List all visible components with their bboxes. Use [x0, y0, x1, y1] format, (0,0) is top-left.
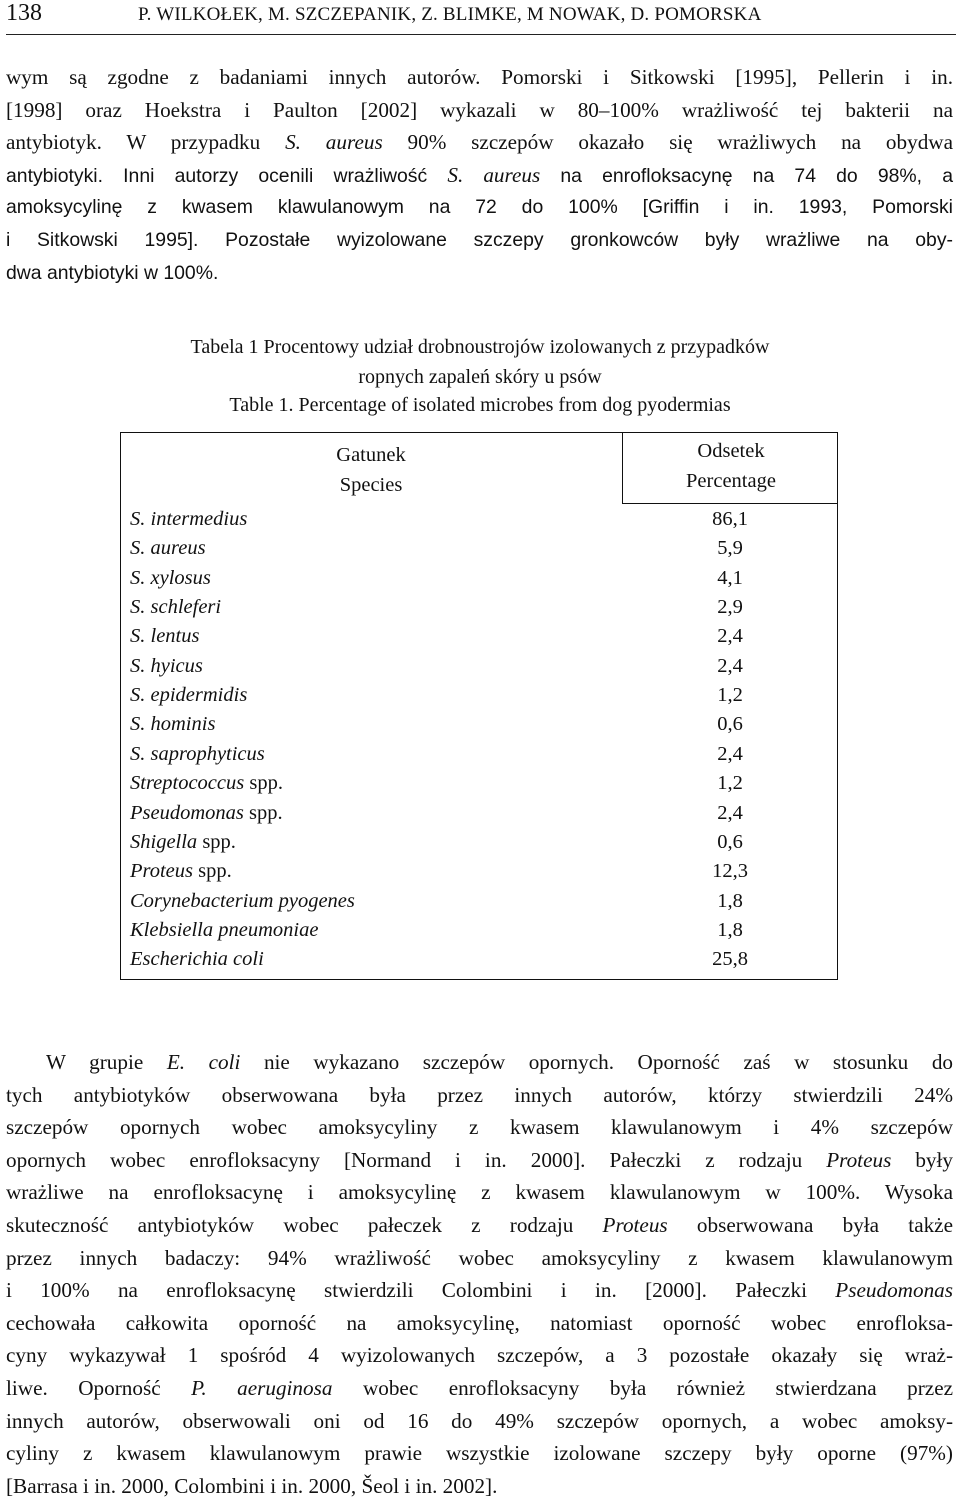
- p2-line: [6, 1274, 953, 1307]
- percentage-cell: 2,4: [717, 742, 743, 765]
- p1-line: [1998] oraz Hoekstra i Paulton [2002] wykazali w 80–100% wrażliwość tej bakterii na: [6, 97, 953, 122]
- species-name: S. lentus: [130, 625, 200, 648]
- percentage-cell: 1,8: [717, 889, 743, 912]
- table-row: [121, 652, 837, 681]
- p2-text: i 100% na enrofloksacynę stwierdzili Colombini i in. [2000]. Pałeczki: [6, 1278, 836, 1303]
- species-name: Escherichia coli: [130, 948, 264, 971]
- table-row: [121, 828, 837, 857]
- species-name: S. intermedius: [130, 508, 248, 530]
- page-number: 138: [6, 0, 42, 26]
- species-name: Klebsiella pneumoniae: [130, 918, 319, 941]
- header-text: Percentage: [686, 470, 776, 492]
- percentage-cell: 1,2: [717, 684, 743, 707]
- percentage-cell: 2,4: [717, 625, 743, 648]
- p2-text: skuteczność antybiotyków wobec pałeczek z rodzaju: [6, 1212, 603, 1237]
- table-row: [121, 799, 837, 828]
- table-row: [121, 534, 837, 563]
- genus-name: Proteus: [602, 1212, 668, 1237]
- species-cell: [130, 828, 236, 857]
- percentage-cell: 1,2: [717, 772, 743, 795]
- percentage-cell: 2,4: [717, 654, 743, 677]
- species-suffix: spp.: [243, 801, 283, 824]
- table-row: [121, 945, 837, 974]
- species-cell: [130, 593, 221, 622]
- species-cell: [130, 916, 318, 945]
- species-cell: [130, 945, 264, 974]
- header-text: Species: [339, 474, 403, 496]
- species-name: Streptococcus: [130, 772, 245, 795]
- table-row: [121, 769, 837, 798]
- paragraph-1: [6, 61, 953, 289]
- p2-line: szczepów opornych wobec amoksycyliny z kwasem klawulanowym i 4% szczepów: [6, 1115, 953, 1140]
- species-cell: [130, 622, 199, 651]
- p2-line: [6, 1209, 953, 1242]
- table-row: [121, 710, 837, 739]
- p2-line: cyliny z kwasem klawulanowym prawie wszystkie izolowane szczepy były oporne (97%): [6, 1441, 953, 1466]
- p2-text: obserwowana była także: [667, 1212, 953, 1237]
- species-suffix: spp.: [244, 772, 283, 795]
- p2-text: W grupie: [46, 1050, 167, 1074]
- table-caption-line: ropnych zapaleń skóry u psów: [358, 366, 602, 388]
- p1-text: antybiotyki. Inni autorzy ocenili wrażliwość: [6, 164, 448, 187]
- species-name: P. aeruginosa: [191, 1375, 333, 1400]
- percentage-column-header: [651, 436, 811, 496]
- species-cell: [130, 769, 283, 798]
- table-row: [121, 857, 837, 886]
- p1-text: na enrofloksacynę na 74 do 98%, a: [540, 164, 954, 187]
- table-row: [121, 681, 837, 710]
- microbes-table: [120, 432, 838, 980]
- species-name: S. aureus: [285, 130, 383, 155]
- species-name: S. xylosus: [130, 566, 211, 589]
- p2-line: [Barrasa i in. 2000, Colombini i in. 2000, Šeol i in. 2002].: [6, 1473, 498, 1498]
- species-cell: [130, 681, 247, 710]
- p2-line: cechowała całkowita oporność na amoksycylinę, natomiast oporność wobec enrofloksa-: [6, 1310, 953, 1335]
- p1-text: antybiotyk. W przypadku: [6, 130, 286, 155]
- table-caption-line: Tabela 1 Procentowy udział drobnoustrojów izolowanych z przypadków: [190, 336, 770, 358]
- species-name: Proteus: [130, 860, 194, 883]
- species-name: S. aureus: [447, 162, 541, 187]
- table-divider: [622, 503, 838, 504]
- species-name: S. hyicus: [130, 654, 203, 677]
- running-header: [6, 0, 956, 35]
- p2-text: wobec enrofloksacyny była również stwierdzana przez: [332, 1375, 954, 1400]
- p2-line: wrażliwe na enrofloksacynę i amoksycylinę z kwasem klawulanowym w 100%. Wysoka: [6, 1180, 953, 1205]
- species-cell: [130, 505, 247, 534]
- percentage-cell: 4,1: [717, 566, 743, 589]
- p2-line: przez innych badaczy: 94% wrażliwość wobec amoksycyliny z kwasem klawulanowym: [6, 1245, 953, 1270]
- percentage-cell: 25,8: [712, 948, 748, 971]
- species-column-header: [291, 440, 451, 500]
- p2-line: [6, 1046, 953, 1079]
- p2-text: nie wykazano szczepów opornych. Oporność zaś w stosunku do: [240, 1050, 954, 1074]
- table-row: [121, 593, 837, 622]
- percentage-cell: 86,1: [712, 508, 748, 530]
- species-cell: [130, 710, 215, 739]
- p1-line: amoksycylinę z kwasem klawulanowym na 72 do 100% [Griffin i in. 1993, Pomorski: [6, 196, 953, 219]
- p2-line: [6, 1372, 953, 1405]
- header-text: Odsetek: [697, 440, 765, 462]
- p2-text: były: [891, 1147, 953, 1172]
- genus-name: Proteus: [826, 1147, 892, 1172]
- species-name: S. saprophyticus: [130, 742, 265, 765]
- p1-line: wym są zgodne z badaniami innych autorów. Pomorski i Sitkowski [1995], Pellerin i in.: [6, 65, 953, 89]
- species-name: S. hominis: [130, 713, 216, 736]
- percentage-cell: 1,8: [717, 918, 743, 941]
- table-divider: [622, 433, 623, 504]
- species-cell: [130, 534, 206, 563]
- table-row: [121, 740, 837, 769]
- p2-line: tych antybiotyków obserwowana była przez innych autorów, którzy stwierdzili 24%: [6, 1082, 953, 1107]
- table-row: [121, 622, 837, 651]
- p2-line: cyny wykazywał 1 spośród 4 wyizolowanych szczepów, a 3 pozostałe okazały się wraż-: [6, 1343, 953, 1368]
- table-row: [121, 564, 837, 593]
- species-name: S. aureus: [130, 537, 206, 560]
- table-row: [121, 916, 837, 945]
- percentage-cell: 2,4: [717, 801, 743, 824]
- percentage-cell: 0,6: [717, 830, 743, 853]
- percentage-cell: 2,9: [717, 596, 743, 619]
- p2-text: liwe. Oporność: [6, 1375, 192, 1400]
- percentage-cell: 0,6: [717, 713, 743, 736]
- p1-line: [6, 126, 953, 159]
- species-cell: [130, 799, 283, 828]
- p1-line: dwa antybiotyki w 100%.: [6, 261, 219, 284]
- species-cell: [130, 887, 355, 916]
- species-name: Pseudomonas: [130, 801, 244, 824]
- species-cell: [130, 740, 265, 769]
- species-name: Corynebacterium pyogenes: [130, 889, 355, 912]
- species-name: E. coli: [166, 1050, 241, 1074]
- p2-line: [6, 1144, 953, 1177]
- header-authors: P. WILKOŁEK, M. SZCZEPANIK, Z. BLIMKE, M NOWAK, D. POMORSKA: [138, 4, 762, 25]
- header-text: Gatunek: [336, 444, 406, 466]
- percentage-cell: 5,9: [717, 537, 743, 560]
- species-cell: [130, 652, 203, 681]
- genus-name: Pseudomonas: [835, 1278, 953, 1303]
- p2-line: innych autorów, obserwowali oni od 16 do 49% szczepów opornych, a wobec amoksy-: [6, 1408, 953, 1433]
- species-name: Shigella: [130, 830, 198, 853]
- species-name: S. schleferi: [130, 596, 222, 619]
- table-row: [121, 505, 837, 534]
- species-cell: [130, 857, 232, 886]
- species-cell: [130, 564, 211, 593]
- table-row: [121, 887, 837, 916]
- p1-line: [6, 159, 953, 192]
- p2-text: opornych wobec enrofloksacyny [Normand i in. 2000]. Pałeczki z rodzaju: [6, 1147, 827, 1172]
- species-name: S. epidermidis: [130, 684, 248, 707]
- species-suffix: spp.: [197, 830, 236, 853]
- species-suffix: spp.: [193, 860, 232, 883]
- table-caption-line: Table 1. Percentage of isolated microbes from dog pyodermias: [229, 394, 731, 416]
- p1-text: 90% szczepów okazało się wrażliwych na obydwa: [382, 130, 953, 155]
- percentage-cell: 12,3: [712, 860, 748, 883]
- paragraph-2: [6, 1046, 953, 1502]
- p1-line: i Sitkowski 1995]. Pozostałe wyizolowane szczepy gronkowców były wrażliwe na oby-: [6, 228, 953, 251]
